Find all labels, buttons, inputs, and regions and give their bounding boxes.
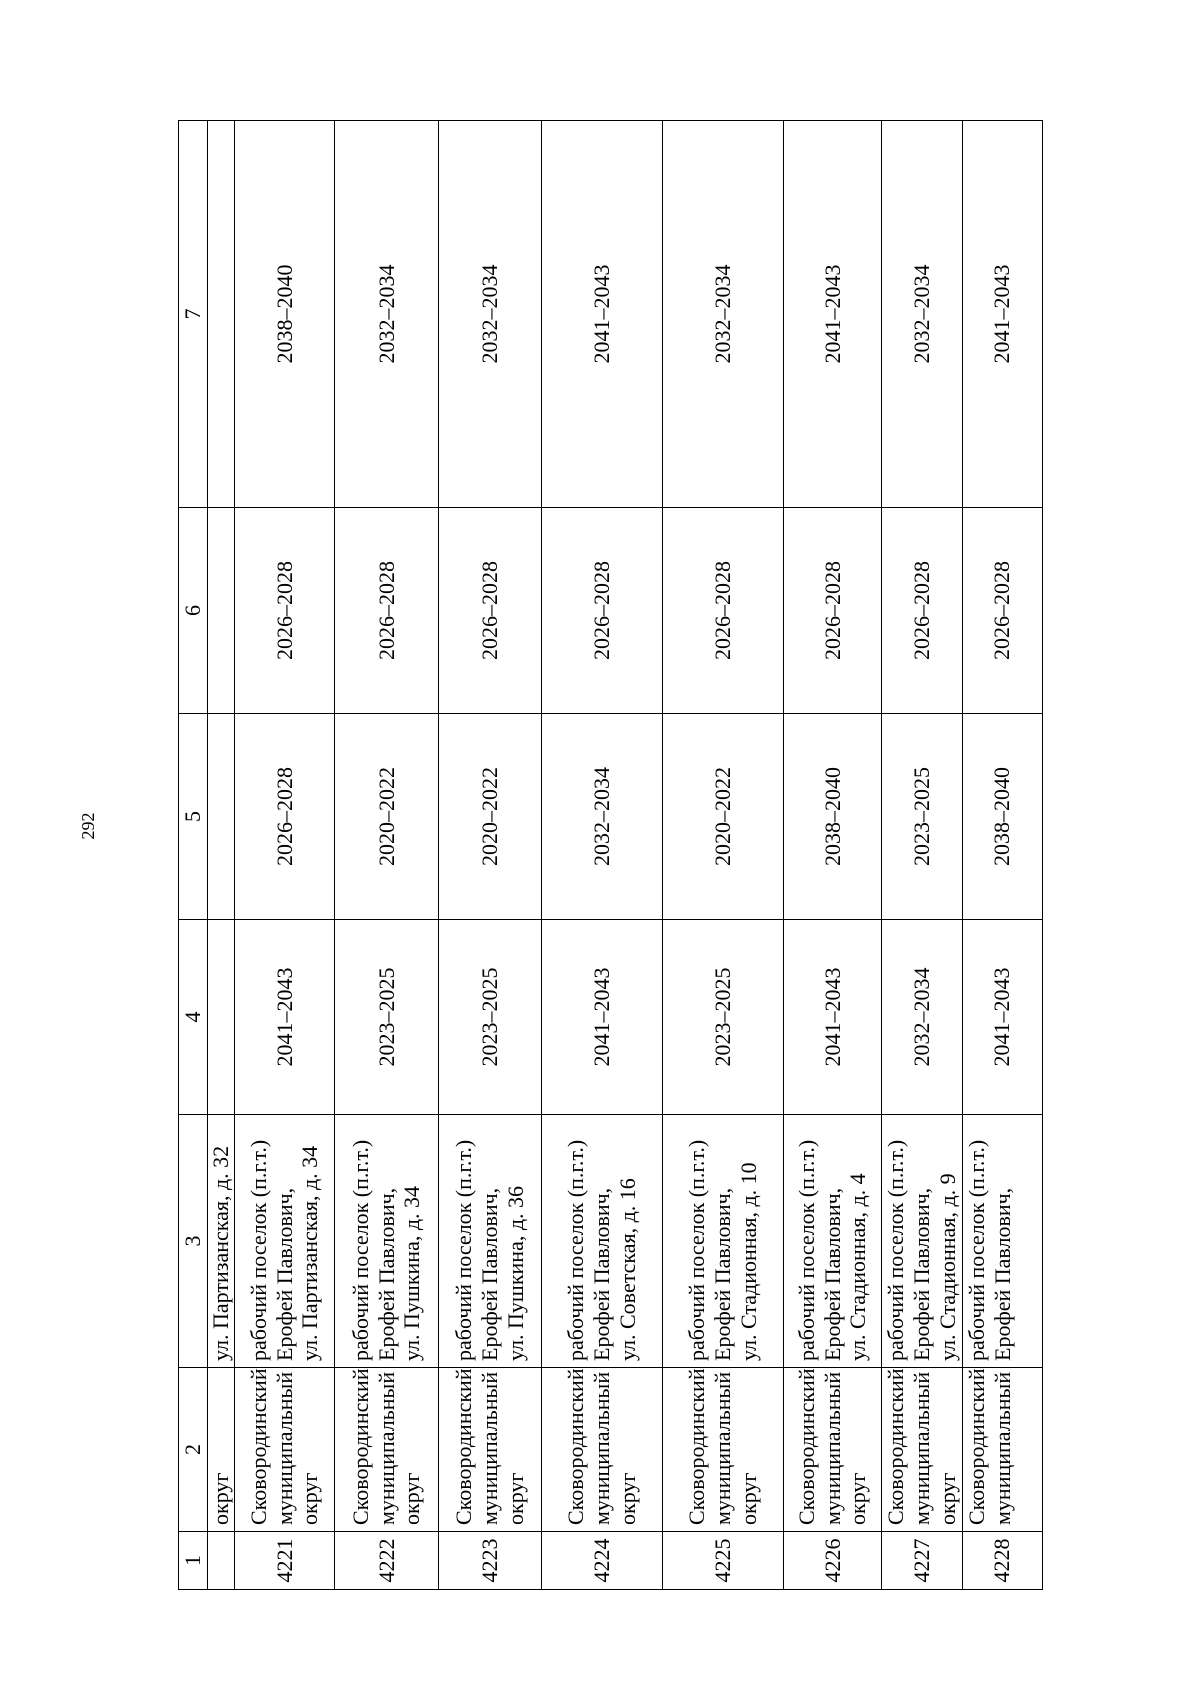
column-header: 6 <box>179 508 208 714</box>
period-cell: 2032–2034 <box>663 121 784 508</box>
municipality-cell <box>439 1368 542 1532</box>
table-row <box>882 121 963 1590</box>
period-cell: 2026–2028 <box>962 508 1042 714</box>
period-cell: 2026–2028 <box>882 508 963 714</box>
cell-line: Ерофей Павлович, <box>373 1187 399 1361</box>
address-cell <box>784 1115 882 1368</box>
column-header: 4 <box>179 920 208 1115</box>
table-row <box>542 121 663 1590</box>
cell-line: Ерофей Павлович, <box>271 1187 297 1361</box>
period-cell: 2041–2043 <box>235 920 335 1115</box>
municipality-cell <box>784 1368 882 1532</box>
row-number-cell: 4222 <box>335 1532 439 1590</box>
table-cell <box>208 920 235 1115</box>
cell-line: Сковородинский <box>793 1368 819 1525</box>
cell-line: округ <box>934 1472 960 1525</box>
cell-line: ул. Стадионная, д. 10 <box>735 1162 761 1361</box>
period-cell: 2041–2043 <box>542 920 663 1115</box>
period-cell: 2026–2028 <box>235 714 335 920</box>
table-row <box>439 121 542 1590</box>
column-header: 7 <box>179 121 208 508</box>
municipality-cell: округ <box>208 1368 235 1532</box>
address-cell <box>439 1115 542 1368</box>
cell-line: рабочий поселок (п.г.т.) <box>245 1139 271 1361</box>
period-cell: 2026–2028 <box>235 508 335 714</box>
period-cell: 2026–2028 <box>542 508 663 714</box>
table-cell <box>208 714 235 920</box>
cell-line: округ <box>502 1472 528 1525</box>
period-cell: 2041–2043 <box>962 920 1042 1115</box>
cell-line: округ <box>735 1472 761 1525</box>
cell-line: муниципальный <box>989 1371 1015 1525</box>
rotated-page-content <box>178 121 1090 1590</box>
row-number-cell: 4224 <box>542 1532 663 1590</box>
continuation-row <box>208 121 235 1590</box>
period-cell: 2032–2034 <box>542 714 663 920</box>
period-cell: 2032–2034 <box>882 121 963 508</box>
table-row <box>784 121 882 1590</box>
period-cell: 2041–2043 <box>784 920 882 1115</box>
row-number-cell: 4223 <box>439 1532 542 1590</box>
cell-line: Ерофей Павлович, <box>710 1187 736 1361</box>
period-cell: 2041–2043 <box>962 121 1042 508</box>
cell-line: рабочий поселок (п.г.т.) <box>451 1139 477 1361</box>
cell-line: муниципальный <box>710 1371 736 1525</box>
cell-line: Ерофей Павлович, <box>989 1187 1015 1361</box>
cell-line: муниципальный <box>819 1371 845 1525</box>
cell-line: ул. Пушкина, д. 36 <box>502 1185 528 1361</box>
cell-line: Сковородинский <box>563 1368 589 1525</box>
column-header: 1 <box>179 1532 208 1590</box>
period-cell: 2032–2034 <box>439 121 542 508</box>
address-cell <box>882 1115 963 1368</box>
period-cell: 2026–2028 <box>335 508 439 714</box>
cell-line: Сковородинский <box>684 1368 710 1525</box>
cell-line: ул. Стадионная, д. 4 <box>845 1173 871 1361</box>
header-row <box>179 121 208 1590</box>
cell-line: округ <box>399 1472 425 1525</box>
cell-line: рабочий поселок (п.г.т.) <box>684 1139 710 1361</box>
cell-line: рабочий поселок (п.г.т.) <box>347 1139 373 1361</box>
table-row <box>335 121 439 1590</box>
cell-line: Ерофей Павлович, <box>477 1187 503 1361</box>
municipality-cell <box>235 1368 335 1532</box>
municipality-cell <box>962 1368 1042 1532</box>
cell-line: округ <box>845 1472 871 1525</box>
table-row <box>663 121 784 1590</box>
municipality-cell <box>542 1368 663 1532</box>
municipality-cell <box>663 1368 784 1532</box>
cell-line: ул. Партизанская, д. 34 <box>297 1145 323 1361</box>
address-cell <box>235 1115 335 1368</box>
table-cell <box>208 121 235 508</box>
cell-line: рабочий поселок (п.г.т.) <box>883 1139 908 1361</box>
period-cell: 2023–2025 <box>882 714 963 920</box>
cell-line: муниципальный <box>589 1371 615 1525</box>
address-cell <box>962 1115 1042 1368</box>
period-cell: 2026–2028 <box>663 508 784 714</box>
period-cell: 2038–2040 <box>784 714 882 920</box>
period-cell: 2041–2043 <box>784 121 882 508</box>
address-cell: ул. Партизанская, д. 32 <box>208 1115 235 1368</box>
address-cell <box>335 1115 439 1368</box>
period-cell: 2023–2025 <box>439 920 542 1115</box>
row-number-cell: 4221 <box>235 1532 335 1590</box>
table-row <box>962 121 1042 1590</box>
municipality-cell <box>335 1368 439 1532</box>
row-number-cell: 4227 <box>882 1532 963 1590</box>
period-cell: 2038–2040 <box>962 714 1042 920</box>
period-cell: 2026–2028 <box>784 508 882 714</box>
table-row <box>235 121 335 1590</box>
address-cell <box>663 1115 784 1368</box>
cell-line: ул. Стадионная, д. 9 <box>934 1173 960 1361</box>
period-cell: 2032–2034 <box>335 121 439 508</box>
period-cell: 2020–2022 <box>335 714 439 920</box>
period-cell: 2038–2040 <box>235 121 335 508</box>
table-cell <box>208 508 235 714</box>
period-cell: 2023–2025 <box>663 920 784 1115</box>
row-number-cell: 4228 <box>962 1532 1042 1590</box>
cell-line: Ерофей Павлович, <box>819 1187 845 1361</box>
cell-line: Сковородинский <box>963 1368 989 1525</box>
period-cell: 2032–2034 <box>882 920 963 1115</box>
cell-line: рабочий поселок (п.г.т.) <box>563 1139 589 1361</box>
cell-line: рабочий поселок (п.г.т.) <box>793 1139 819 1361</box>
cell-line: Сковородинский <box>245 1368 271 1525</box>
municipality-cell <box>882 1368 963 1532</box>
cell-line: муниципальный <box>373 1371 399 1525</box>
period-cell: 2023–2025 <box>335 920 439 1115</box>
period-cell: 2020–2022 <box>663 714 784 920</box>
row-number-cell: 4225 <box>663 1532 784 1590</box>
cell-line: округ <box>614 1472 640 1525</box>
cell-line: Ерофей Павлович, <box>908 1187 934 1361</box>
table-cell <box>208 1532 235 1590</box>
cell-line: Сковородинский <box>347 1368 373 1525</box>
column-header: 3 <box>179 1115 208 1368</box>
address-cell <box>542 1115 663 1368</box>
period-cell: 2026–2028 <box>439 508 542 714</box>
cell-line: ул. Советская, д. 16 <box>614 1178 640 1361</box>
cell-line: ул. Пушкина, д. 34 <box>399 1185 425 1361</box>
cell-line: муниципальный <box>271 1371 297 1525</box>
period-cell: 2041–2043 <box>542 121 663 508</box>
cell-line: округ <box>297 1472 323 1525</box>
cell-line: Ерофей Павлович, <box>589 1187 615 1361</box>
cell-line: муниципальный <box>908 1371 934 1525</box>
cell-line: Сковородинский <box>883 1368 908 1525</box>
schedule-table <box>178 120 1043 1590</box>
column-header: 5 <box>179 714 208 920</box>
cell-line: рабочий поселок (п.г.т.) <box>963 1139 989 1361</box>
period-cell: 2020–2022 <box>439 714 542 920</box>
row-number-cell: 4226 <box>784 1532 882 1590</box>
column-header: 2 <box>179 1368 208 1532</box>
page-number: 292 <box>78 812 98 840</box>
cell-line: Сковородинский <box>451 1368 477 1525</box>
cell-line: муниципальный <box>477 1371 503 1525</box>
